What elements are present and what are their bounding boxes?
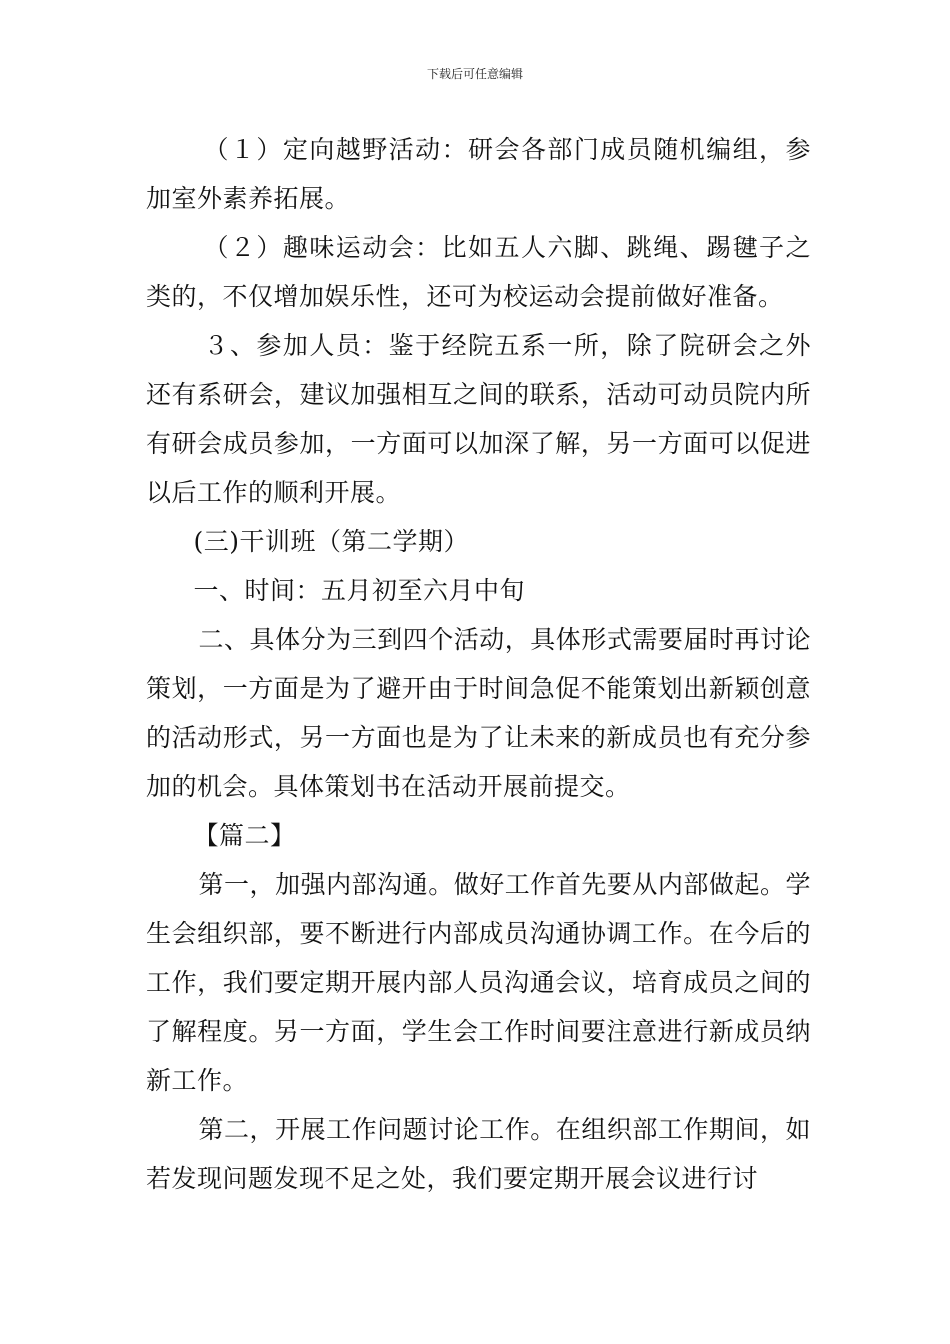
paragraph-fun-sports: （２）趣味运动会：比如五人六脚、跳绳、踢毽子之类的，不仅增加娱乐性，还可为校运动会提前做好准备。	[146, 233, 811, 311]
paragraph-activities: 二、具体分为三到四个活动，具体形式需要届时再讨论策划，一方面是为了避开由于时间急促不能策划出新颖创意的活动形式，另一方面也是为了让未来的新成员也有充分参加的机会。具体策划书在活动开展前提交。	[146, 625, 811, 801]
paragraph-participants: ３、参加人员：鉴于经院五系一所，除了院研会之外还有系研会，建议加强相互之间的联系，活动可动员院内所有研会成员参加，一方面可以加深了解，另一方面可以促进以后工作的顺利开展。	[146, 331, 811, 507]
document-body	[146, 125, 811, 1203]
paragraph-time: 一、时间：五月初至六月中旬	[193, 576, 526, 605]
paragraph-problem-discussion: 第二，开展工作问题讨论工作。在组织部工作期间，如若发现问题发现不足之处，我们要定期开展会议进行讨	[146, 1115, 811, 1193]
section-heading-training: (三)干训班（第二学期）	[193, 527, 470, 556]
paragraph-internal-communication: 第一，加强内部沟通。做好工作首先要从内部做起。学生会组织部，要不断进行内部成员沟通协调工作。在今后的工作，我们要定期开展内部人员沟通会议，培育成员之间的了解程度。另一方面，学生会工作时间要注意进行新成员纳新工作。	[146, 870, 811, 1095]
paragraph-orienteering: （１）定向越野活动：研会各部门成员随机编组，参加室外素养拓展。	[146, 135, 811, 213]
section-heading-part-two: 【篇二】	[193, 821, 296, 850]
page-header: 下载后可任意编辑	[426, 67, 523, 81]
